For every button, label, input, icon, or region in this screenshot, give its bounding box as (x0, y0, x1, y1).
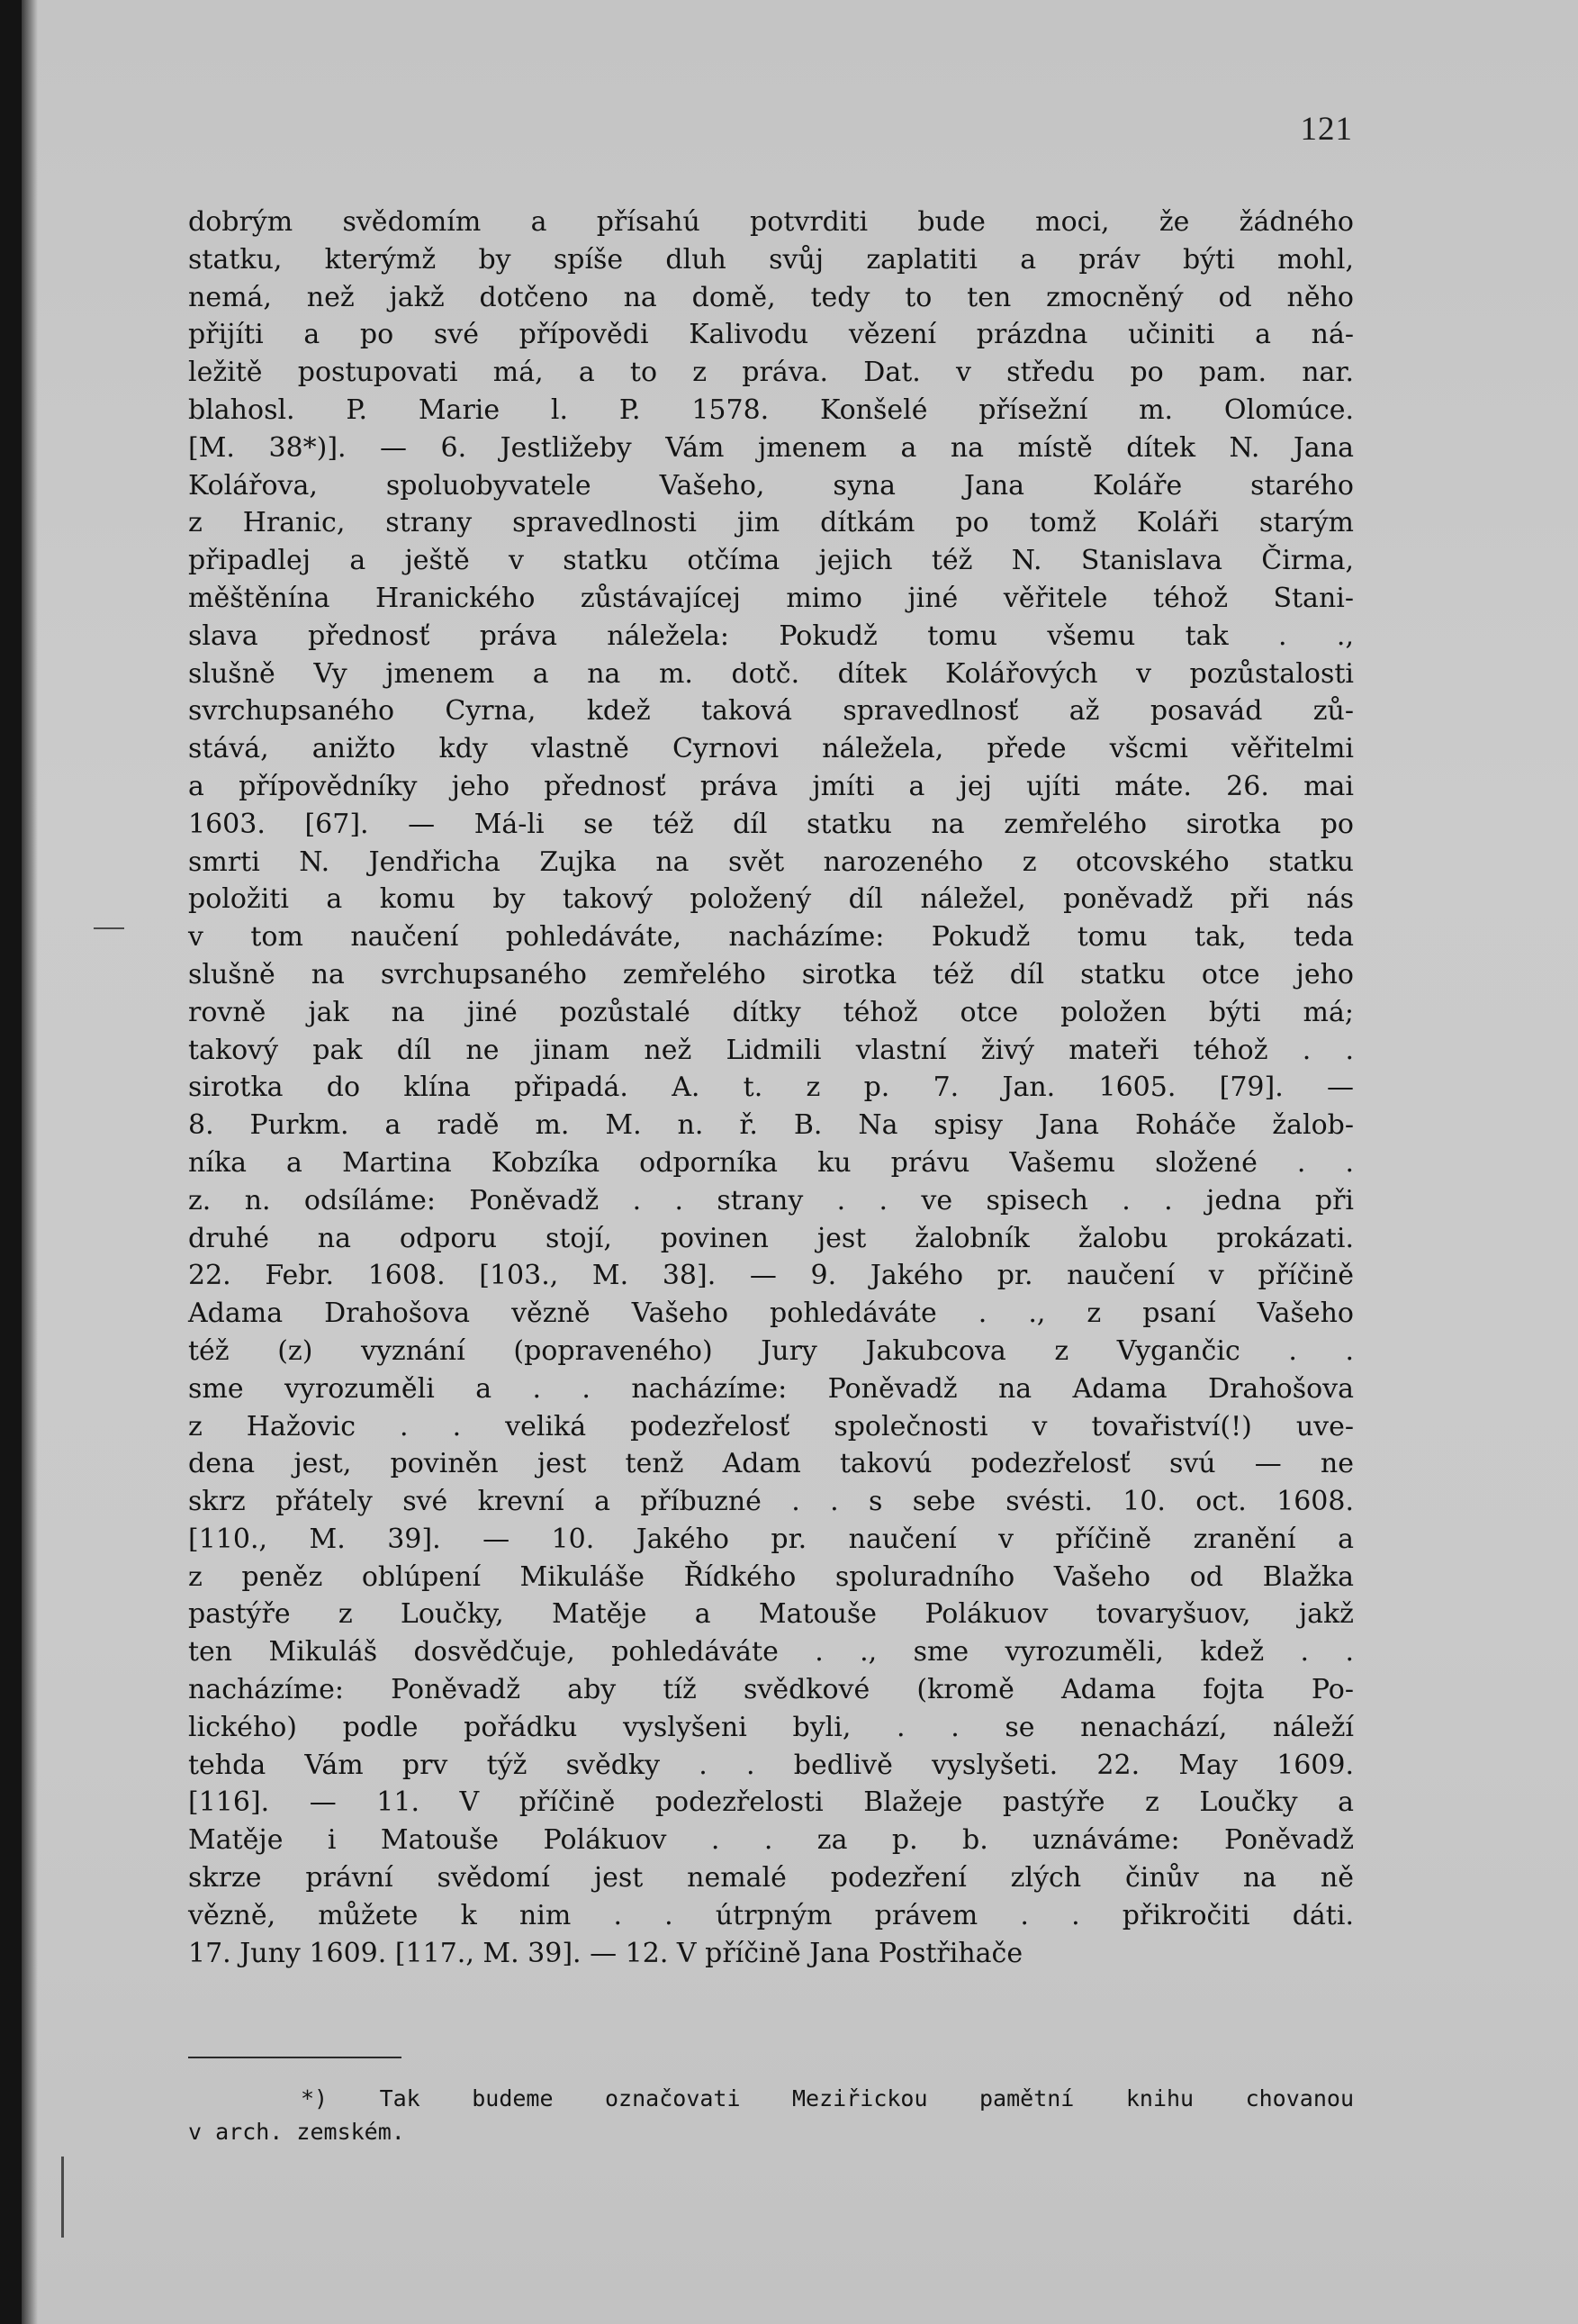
text-line: smrti N. Jendřicha Zujka na svět narozeného z otcovského statku (188, 846, 1354, 878)
text-line: 17. Juny 1609. [117., M. 39]. — 12. V příčině Jana Postřihače (188, 1937, 1023, 1969)
text-line: sirotka do klína připadá. A. t. z p. 7. Jan. 1605. [79]. — (188, 1072, 1354, 1104)
text-line: rovně jak na jiné pozůstalé dítky téhož otce položen býti má; (188, 996, 1354, 1028)
text-line: skrze právní svědomí jest nemalé podezření zlých činův na ně (188, 1862, 1354, 1894)
text-line: slušně na svrchupsaného zemřelého sirotka též díl statku otce jeho (188, 958, 1354, 990)
text-line: ležitě postupovati má, a to z práva. Dat. v středu po pam. nar. (188, 357, 1354, 389)
text-line: 1603. [67]. — Má-li se též díl statku na zemřelého sirotka po (188, 808, 1354, 840)
text-line: ten Mikuláš dosvědčuje, pohledáváte . ., sme vyrozuměli, kdež . . (188, 1636, 1354, 1668)
text-line: nacházíme: Poněvadž aby tíž svědkové (kromě Adama fojta Po- (188, 1674, 1354, 1706)
text-line: též (z) vyznání (popraveného) Jury Jakubcova z Vygančic . . (188, 1334, 1354, 1367)
text-line: pastýře z Loučky, Matěje a Matouše Polákuov tovaryšuov, jakž (188, 1598, 1354, 1631)
text-line: tehda Vám prv týž svědky . . bedlivě vyslyšeti. 22. May 1609. (188, 1749, 1354, 1781)
text-line: položiti a komu by takový položený díl náležel, poněvadž při nás (188, 883, 1354, 916)
margin-mark (61, 2157, 64, 2238)
text-line: z peněz oblúpení Mikuláše Řídkého spoluradního Vašeho od Blažka (188, 1560, 1354, 1593)
binding-shadow (22, 0, 38, 2324)
text-line: [M. 38*)]. — 6. Jestližeby Vám jmenem a na místě dítek N. Jana (188, 431, 1354, 464)
text-line: blahosl. P. Marie l. P. 1578. Konšelé přísežní m. Olomúce. (188, 393, 1354, 426)
scanned-page (22, 0, 1578, 2324)
text-line: z Hažovic . . veliká podezřelosť společnosti v tovařiství(!) uve- (188, 1410, 1354, 1442)
text-line: přijíti a po své přípovědi Kalivodu vězení prázdna učiniti a ná- (188, 319, 1354, 351)
page-number: 121 (1300, 111, 1353, 148)
text-line: a přípovědníky jeho přednosť práva jmíti a jej ujíti máte. 26. mai (188, 770, 1354, 802)
text-line: lického) podle pořádku vyslyšeni byli, . . se nenachází, náleží (188, 1711, 1354, 1743)
text-line: v tom naučení pohledáváte, nacházíme: Pokudž tomu tak, teda (188, 921, 1354, 954)
text-line: z Hranic, strany spravedlnosti jim dítkám po tomž Koláři starým (188, 507, 1354, 539)
footnote-line: v arch. zemském. (188, 2119, 405, 2145)
text-line: takový pak díl ne jinam než Lidmili vlastní živý mateři téhož . . (188, 1034, 1354, 1066)
text-line: Adama Drahošova vězně Vašeho pohledáváte . ., z psaní Vašeho (188, 1298, 1354, 1330)
text-line: dena jest, poviněn jest tenž Adam takovú podezřelosť svú — ne (188, 1448, 1354, 1480)
text-line: stává, anižto kdy vlastně Cyrnovi náležela, přede všcmi věřitelmi (188, 733, 1354, 765)
footnote-rule (188, 2057, 401, 2058)
text-line: níka a Martina Kobzíka odporníka ku právu Vašemu složené . . (188, 1146, 1354, 1179)
body-text (188, 203, 1354, 1972)
text-line: sme vyrozuměli a . . nacházíme: Poněvadž na Adama Drahošova (188, 1372, 1354, 1405)
text-line: měštěnína Hranického zůstávajícej mimo jiné věřitele téhož Stani- (188, 582, 1354, 614)
text-line: nemá, než jakž dotčeno na domě, tedy to ten zmocněný od něho (188, 281, 1354, 313)
text-line: druhé na odporu stojí, povinen jest žalobník žalobu prokázati. (188, 1222, 1354, 1254)
footnote (188, 2082, 1354, 2148)
text-line: [110., M. 39]. — 10. Jakého pr. naučení v příčině zranění a (188, 1523, 1354, 1555)
text-line: skrz přátely své krevní a příbuzné . . s sebe svésti. 10. oct. 1608. (188, 1486, 1354, 1518)
text-line: 8. Purkm. a radě m. M. n. ř. B. Na spisy Jana Roháče žalob- (188, 1109, 1354, 1142)
text-line: dobrým svědomím a přísahú potvrditi bude moci, že žádného (188, 206, 1354, 238)
text-line: statku, kterýmž by spíše dluh svůj zaplatiti a práv býti mohl, (188, 243, 1354, 276)
text-line: z. n. odsíláme: Poněvadž . . strany . . ve spisech . . jedna při (188, 1184, 1354, 1216)
text-line: 22. Febr. 1608. [103., M. 38]. — 9. Jakého pr. naučení v příčině (188, 1260, 1354, 1292)
text-line: [116]. — 11. V příčině podezřelosti Blažeje pastýře z Loučky a (188, 1786, 1354, 1819)
text-line: svrchupsaného Cyrna, kdež taková spravedlnosť až posavád zů- (188, 695, 1354, 728)
text-line: slava přednosť práva náležela: Pokudž tomu všemu tak . ., (188, 619, 1354, 652)
margin-mark (94, 927, 124, 929)
text-line: připadlej a ještě v statku otčíma jejich též N. Stanislava Čirma, (188, 545, 1354, 577)
text-line: vězně, můžete k nim . . útrpným právem . . přikročiti dáti. (188, 1899, 1354, 1931)
text-line: Matěje i Matouše Polákuov . . za p. b. uznáváme: Poněvadž (188, 1824, 1354, 1857)
text-line: Kolářova, spoluobyvatele Vašeho, syna Jana Koláře starého (188, 469, 1354, 502)
footnote-line: *) Tak budeme označovati Meziřickou pamětní knihu chovanou (301, 2085, 1354, 2111)
text-line: slušně Vy jmenem a na m. dotč. dítek Kolářových v pozůstalosti (188, 657, 1354, 690)
